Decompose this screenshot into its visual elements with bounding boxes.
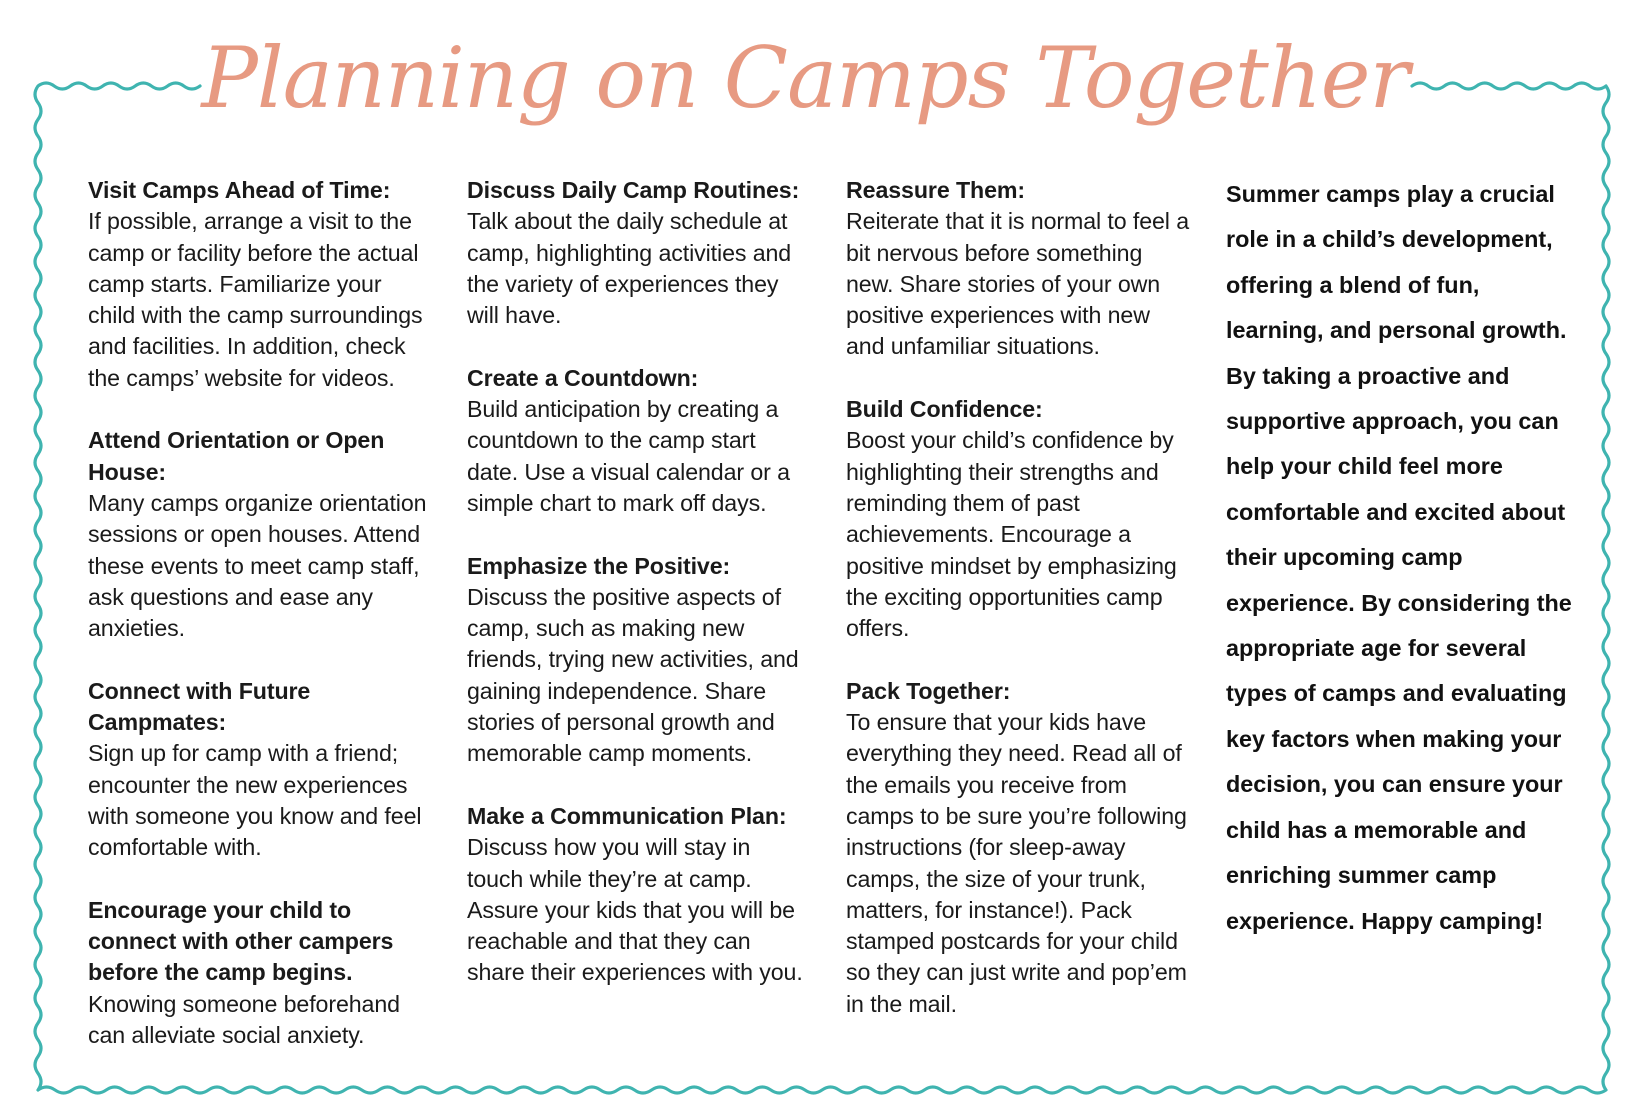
- tip-heading: Build Confidence:: [846, 396, 1043, 423]
- tip-body: Discuss the positive aspects of camp, such as making new friends, trying new activities, and gaining independence. Share stories of personal growth and memorable camp moments.: [467, 583, 799, 767]
- tip-body: If possible, arrange a visit to the camp or facility before the actual camp starts. Familiarize your child with the camp surroundings and facilities. In addition, check the camps’ website for videos.: [88, 208, 423, 391]
- summary-paragraph: Summer camps play a crucial role in a child’s development, offering a blend of fun, learning, and personal growth. By taking a proactive and supportive approach, you can help your child feel more comfortable and excited about their upcoming camp experience. By considering the appropriate age for several types of camps and evaluating key factors when making your decision, you can ensure your child has a memorable and enriching summer camp experience. Happy camping!: [1226, 181, 1572, 934]
- tip-body: Boost your child’s confidence by highlighting their strengths and reminding them of past achievements. Encourage a positive mindset by emphasizing the exciting opportunities camp offers.: [846, 427, 1177, 642]
- tip-body: Build anticipation by creating a countdown to the camp start date. Use a visual calendar or a simple chart to mark off days.: [467, 396, 790, 516]
- tip-heading: Discuss Daily Camp Routines:: [467, 177, 800, 203]
- tips-column-3: [846, 175, 1191, 1051]
- tip-body: Sign up for camp with a friend; encounter the new experiences with someone you know and feel comfortable with.: [88, 740, 422, 861]
- tip-reassure: [846, 175, 1191, 363]
- tip-connect-campmates: [88, 676, 433, 864]
- tip-communication-plan: [467, 801, 812, 989]
- tip-encourage-connect: [88, 895, 433, 1051]
- tip-attend-orientation: [88, 425, 433, 644]
- tip-visit-camps: [88, 175, 433, 394]
- tip-heading: Encourage your child to connect with other campers before the camp begins.: [88, 896, 394, 986]
- tips-column-1: [88, 175, 433, 1083]
- tip-body: Discuss how you will stay in touch while they’re at camp. Assure your kids that you will be reachable and that they can share their experiences with you.: [467, 834, 803, 986]
- tip-heading: Reassure Them:: [846, 177, 1026, 203]
- tips-column-2: [467, 175, 812, 1020]
- tip-heading: Emphasize the Positive:: [467, 552, 731, 579]
- page-title: Planning on Camps Together: [201, 29, 1409, 127]
- tip-body: Many camps organize orientation sessions or open houses. Attend these events to meet camp staff, ask questions and ease any anxieties.: [88, 489, 427, 642]
- tip-heading: Attend Orientation or Open House:: [88, 427, 385, 485]
- tip-countdown: [467, 363, 812, 519]
- tip-body: To ensure that your kids have everything they need. Read all of the emails you receive from camps to be sure you’re following instructions (for sleep-away camps, the size of your trunk, matters, for instance!). Pack stamped postcards for your child so they can just write and pop’em in the mail.: [846, 709, 1187, 1017]
- tip-emphasize-positive: [467, 551, 812, 770]
- tip-body: Talk about the daily schedule at camp, highlighting activities and the variety of experiences they will have.: [467, 208, 792, 329]
- tip-body: Reiterate that it is normal to feel a bit nervous before something new. Share stories of your own positive experiences with new and unfamiliar situations.: [846, 208, 1189, 360]
- tip-pack-together: [846, 676, 1191, 1020]
- tip-heading: Make a Communication Plan:: [467, 802, 787, 829]
- tip-body: Knowing someone beforehand can alleviate social anxiety.: [88, 990, 400, 1049]
- tip-heading: Visit Camps Ahead of Time:: [88, 177, 391, 203]
- tip-heading: Pack Together:: [846, 677, 1011, 704]
- tip-daily-routines: [467, 175, 812, 331]
- tip-heading: Connect with Future Campmates:: [88, 677, 311, 736]
- tip-heading: Create a Countdown:: [467, 364, 699, 391]
- tip-build-confidence: [846, 394, 1191, 644]
